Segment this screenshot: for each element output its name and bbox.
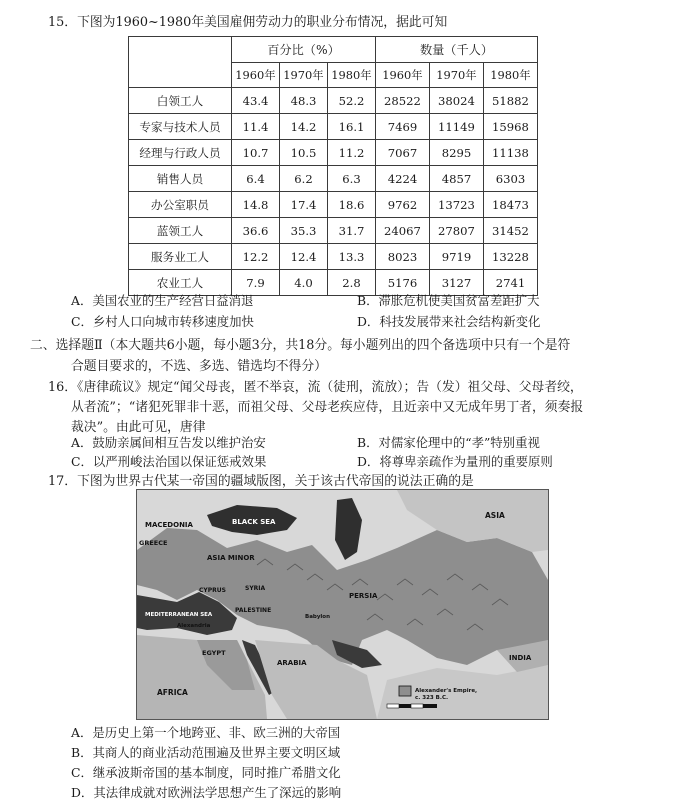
table-cell: 13228	[484, 244, 538, 270]
table-cell: 31452	[484, 218, 538, 244]
q16-option-a: A．鼓励亲属间相互告发以维护治安	[71, 435, 266, 450]
scale-bar	[387, 704, 437, 708]
row-label: 农业工人	[129, 270, 232, 296]
year-header: 1970年	[430, 63, 484, 88]
table-cell: 6303	[484, 166, 538, 192]
label-persia: PERSIA	[349, 592, 378, 600]
table-corner-cell	[129, 37, 232, 88]
q17-option-b: B．其商人的商业活动范围遍及世界主要文明区域	[71, 745, 341, 760]
table-row	[129, 166, 538, 192]
label-mediterranean: MEDITERRANEAN SEA	[145, 612, 213, 618]
label-asia-minor: ASIA MINOR	[207, 554, 255, 562]
label-macedonia: MACEDONIA	[145, 521, 193, 529]
row-label: 经理与行政人员	[129, 140, 232, 166]
table-cell: 16.1	[328, 114, 376, 140]
q17-option-d: D．其法律成就对欧洲法学思想产生了深远的影响	[71, 785, 342, 800]
year-header: 1970年	[280, 63, 328, 88]
q16-stem-line1: 16．《唐律疏议》规定“闻父母丧，匿不举哀，流（徒刑，流放）；告（发）祖父母、父母者绞，	[48, 380, 583, 395]
year-header: 1980年	[328, 63, 376, 88]
table-cell: 11.4	[232, 114, 280, 140]
table-cell: 3127	[430, 270, 484, 296]
table-cell: 7.9	[232, 270, 280, 296]
table-cell: 9762	[376, 192, 430, 218]
table-cell: 11149	[430, 114, 484, 140]
table-cell: 2.8	[328, 270, 376, 296]
q16-stem-line2: 从者流”；“诸犯死罪非十恶，而祖父母、父母老疾应侍，且近亲中又无成年男丁者，须奏报	[71, 400, 584, 415]
table-cell: 13.3	[328, 244, 376, 270]
table-cell: 24067	[376, 218, 430, 244]
table-cell: 8023	[376, 244, 430, 270]
table-cell: 7067	[376, 140, 430, 166]
table-cell: 18473	[484, 192, 538, 218]
table-cell: 38024	[430, 88, 484, 114]
row-label: 专家与技术人员	[129, 114, 232, 140]
table-cell: 5176	[376, 270, 430, 296]
table-cell: 52.2	[328, 88, 376, 114]
label-egypt: EGYPT	[202, 649, 226, 657]
table-cell: 14.8	[232, 192, 280, 218]
label-india: INDIA	[509, 654, 532, 662]
table-cell: 12.4	[280, 244, 328, 270]
table-cell: 13723	[430, 192, 484, 218]
row-label: 蓝领工人	[129, 218, 232, 244]
label-black-sea: BLACK SEA	[232, 518, 276, 526]
table-cell: 4857	[430, 166, 484, 192]
table-cell: 36.6	[232, 218, 280, 244]
row-label: 服务业工人	[129, 244, 232, 270]
label-alexandria: Alexandria	[177, 623, 211, 629]
table-cell: 6.4	[232, 166, 280, 192]
table-cell: 4.0	[280, 270, 328, 296]
label-cyprus: CYPRUS	[199, 587, 226, 594]
q17-option-a: A．是历史上第一个地跨亚、非、欧三洲的大帝国	[71, 725, 341, 740]
table-row	[129, 140, 538, 166]
table-cell: 11.2	[328, 140, 376, 166]
q16-option-d: D．将尊卑亲疏作为量刑的重要原则	[357, 454, 553, 469]
table-row	[129, 88, 538, 114]
row-label: 办公室职员	[129, 192, 232, 218]
table-cell: 27807	[430, 218, 484, 244]
table-cell: 14.2	[280, 114, 328, 140]
table-cell: 7469	[376, 114, 430, 140]
year-header: 1960年	[376, 63, 430, 88]
table-cell: 10.7	[232, 140, 280, 166]
table-row	[129, 114, 538, 140]
table-cell: 48.3	[280, 88, 328, 114]
label-palestine: PALESTINE	[235, 607, 272, 614]
group-header-count: 数量（千人）	[376, 37, 538, 63]
table-cell: 11138	[484, 140, 538, 166]
q15-option-d: D．科技发展带来社会结构新变化	[357, 314, 541, 329]
table-cell: 12.2	[232, 244, 280, 270]
table-cell: 10.5	[280, 140, 328, 166]
table-cell: 4224	[376, 166, 430, 192]
table-cell: 31.7	[328, 218, 376, 244]
q15-stem: 15．下图为1960~1980年美国雇佣劳动力的职业分布情况，据此可知	[48, 15, 448, 30]
table-cell: 18.6	[328, 192, 376, 218]
table-cell: 8295	[430, 140, 484, 166]
q16-option-b: B．对儒家伦理中的“孝”特别重视	[357, 435, 540, 450]
table-cell: 6.2	[280, 166, 328, 192]
table-cell: 2741	[484, 270, 538, 296]
section2-instructions-line1: 二、选择题Ⅱ（本大题共6小题，每小题3分，共18分。每小题列出的四个备选项中只有一个是符	[30, 338, 571, 353]
label-africa: AFRICA	[157, 688, 188, 697]
label-arabia: ARABIA	[277, 659, 307, 667]
table-group-header-row	[129, 37, 538, 63]
legend-swatch	[399, 686, 411, 696]
group-header-percent: 百分比（%）	[232, 37, 376, 63]
year-header: 1980年	[484, 63, 538, 88]
legend-label-line2: c. 323 B.C.	[415, 695, 449, 701]
table-cell: 28522	[376, 88, 430, 114]
label-greece: GREECE	[139, 539, 168, 547]
q16-option-c: C．以严刑峻法治国以保证惩戒效果	[71, 454, 267, 469]
q17-option-c: C．继承波斯帝国的基本制度，同时推广希腊文化	[71, 765, 341, 780]
table-row	[129, 218, 538, 244]
table-cell: 6.3	[328, 166, 376, 192]
table-row	[129, 192, 538, 218]
q17-stem: 17．下图为世界古代某一帝国的疆域版图，关于该古代帝国的说法正确的是	[48, 474, 474, 489]
q15-option-c: C．乡村人口向城市转移速度加快	[71, 314, 254, 329]
table-cell: 35.3	[280, 218, 328, 244]
table-cell: 43.4	[232, 88, 280, 114]
occupation-table	[128, 36, 538, 296]
legend-label-line1: Alexander's Empire,	[415, 688, 478, 694]
label-syria: SYRIA	[245, 585, 266, 592]
table-cell: 15968	[484, 114, 538, 140]
q15-option-b: B．滞胀危机使美国贫富差距扩大	[357, 293, 540, 308]
row-label: 白领工人	[129, 88, 232, 114]
row-label: 销售人员	[129, 166, 232, 192]
table-cell: 51882	[484, 88, 538, 114]
label-asia: ASIA	[485, 511, 505, 520]
table-row	[129, 244, 538, 270]
section2-instructions-line2: 合题目要求的，不选、多选、错选均不得分）	[71, 359, 327, 374]
label-babylon: Babylon	[305, 614, 331, 620]
q15-option-a: A．美国农业的生产经营日益消退	[71, 293, 254, 308]
table-cell: 9719	[430, 244, 484, 270]
q16-stem-line3: 裁决”。由此可见，唐律	[71, 420, 206, 435]
table-cell: 17.4	[280, 192, 328, 218]
empire-map	[136, 489, 549, 720]
year-header: 1960年	[232, 63, 280, 88]
